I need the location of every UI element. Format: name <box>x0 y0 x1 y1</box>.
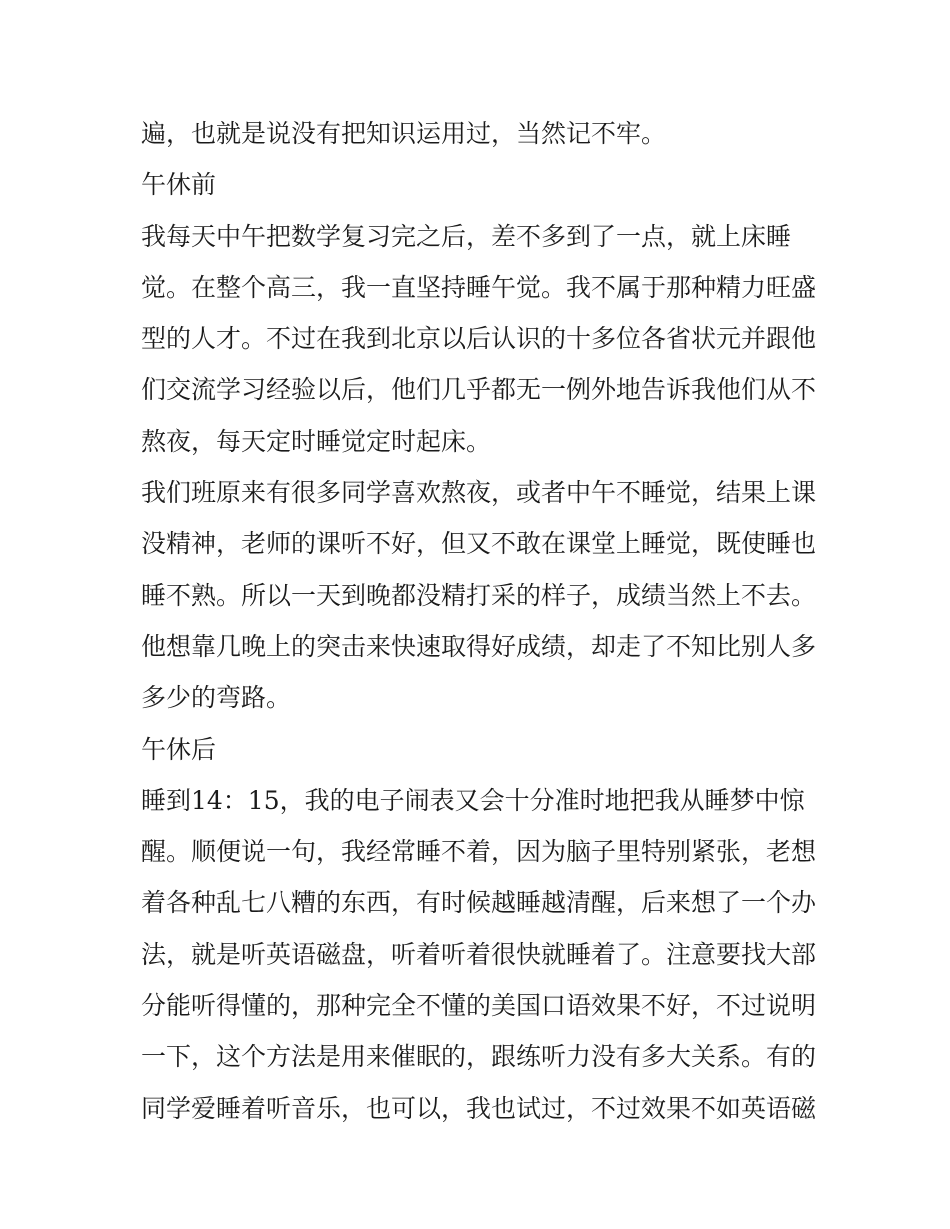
paragraph-line: 遍，也就是说没有把知识运用过，当然记不牢。 <box>141 119 667 148</box>
paragraph-line: 着各种乱七八糟的东西，有时候越睡越清醒，后来想了一个办 <box>141 888 817 918</box>
paragraph-line: 没精神，老师的课听不好，但又不敢在课堂上睡觉，既使睡也 <box>141 529 817 559</box>
paragraph-line: 们交流学习经验以后，他们几乎都无一例外地告诉我他们从不 <box>141 375 817 405</box>
paragraph-line: 他想靠几晚上的突击来快速取得好成绩，却走了不知比别人多 <box>141 631 817 661</box>
paragraph-line: 一下，这个方法是用来催眠的，跟练听力没有多大关系。有的 <box>141 1042 817 1072</box>
paragraph-line: 觉。在整个高三，我一直坚持睡午觉。我不属于那种精力旺盛 <box>141 272 817 302</box>
paragraph-line: 醒。顺便说一句，我经常睡不着，因为脑子里特别紧张，老想 <box>141 837 817 867</box>
paragraph-line: 我每天中午把数学复习完之后，差不多到了一点，就上床睡 <box>141 221 792 251</box>
document-body <box>141 108 821 1134</box>
paragraph-line: 型的人才。不过在我到北京以后认识的十多位各省状元并跟他 <box>141 324 817 354</box>
paragraph-line: 多少的弯路。 <box>141 683 292 713</box>
paragraph-line: 同学爱睡着听音乐，也可以，我也试过，不过效果不如英语磁 <box>141 1093 817 1123</box>
paragraph-line: 熬夜，每天定时睡觉定时起床。 <box>141 426 492 456</box>
paragraph-line: 分能听得懂的，那种完全不懂的美国口语效果不好，不过说明 <box>141 991 817 1021</box>
paragraph-line: 睡到14：15，我的电子闹表又会十分准时地把我从睡梦中惊 <box>141 785 805 815</box>
paragraph-line: 法，就是听英语磁盘，听着听着很快就睡着了。注意要找大部 <box>141 939 817 969</box>
section-heading-before-nap: 午休前 <box>141 170 217 200</box>
paragraph-line: 我们班原来有很多同学喜欢熬夜，或者中午不睡觉，结果上课 <box>141 478 817 508</box>
paragraph-line: 睡不熟。所以一天到晚都没精打采的样子，成绩当然上不去。 <box>141 580 817 610</box>
section-heading-after-nap: 午休后 <box>141 734 217 764</box>
